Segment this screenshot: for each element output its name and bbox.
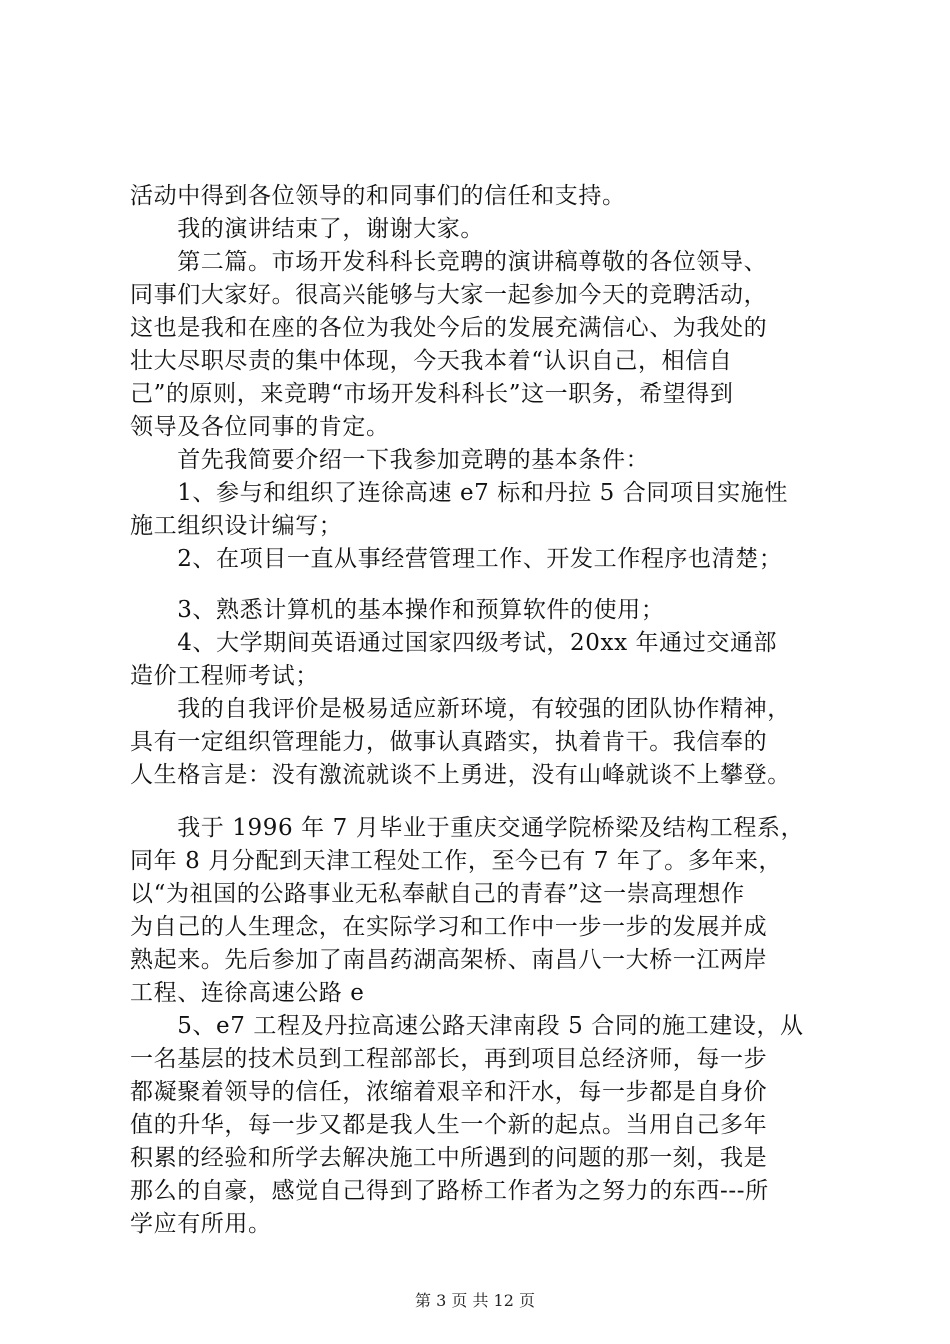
body-text-line: 3、熟悉计算机的基本操作和预算软件的使用； [130,597,665,623]
body-text-line: 我的自我评价是极易适应新环境，有较强的团队协作精神， [130,696,791,722]
body-text-line: 工程、连徐高速公路 e [130,980,365,1006]
body-text-line: 我的演讲结束了，谢谢大家。 [130,216,484,242]
page-number-footer: 第 3 页 共 12 页 [415,1291,535,1310]
body-text-line: 2、在项目一直从事经营管理工作、开发工作程序也清楚； [130,546,783,572]
body-text-line: 领导及各位同事的肯定。 [130,414,390,440]
body-text-line: 5、e7 工程及丹拉高速公路天津南段 5 合同的施工建设，从 [130,1013,804,1039]
body-text-line: 以“为祖国的公路事业无私奉献自己的青春”这一崇高理想作 [130,881,745,907]
body-text-line: 我于 1996 年 7 月毕业于重庆交通学院桥梁及结构工程系， [130,815,805,841]
body-text-line: 一名基层的技术员到工程部部长，再到项目总经济师，每一步 [130,1046,768,1072]
body-text-line: 活动中得到各位领导的和同事们的信任和支持。 [130,183,626,209]
body-text-line: 为自己的人生理念，在实际学习和工作中一步一步的发展并成 [130,914,768,940]
body-text-line: 值的升华，每一步又都是我人生一个新的起点。当用自己多年 [130,1112,768,1138]
body-text-line: 己”的原则，来竞聘“市场开发科科长”这一职务，希望得到 [130,381,734,407]
body-text-line: 同事们大家好。很高兴能够与大家一起参加今天的竞聘活动， [130,282,768,308]
body-text-line: 这也是我和在座的各位为我处今后的发展充满信心、为我处的 [130,315,768,341]
body-text-line: 壮大尽职尽责的集中体现，今天我本着“认识自己，相信自 [130,348,733,374]
body-text-line: 都凝聚着领导的信任，浓缩着艰辛和汗水，每一步都是自身价 [130,1079,768,1105]
body-text-line: 熟起来。先后参加了南昌药湖高架桥、南昌八一大桥一江两岸 [130,947,768,973]
body-text-line: 施工组织设计编写； [130,513,343,539]
body-text-line: 首先我简要介绍一下我参加竞聘的基本条件： [130,447,650,473]
body-text-line: 那么的自豪，感觉自己得到了路桥工作者为之努力的东西---所 [130,1178,769,1204]
body-text-line: 具有一定组织管理能力，做事认真踏实，执着肯干。我信奉的 [130,729,768,755]
body-text-line: 造价工程师考试； [130,663,319,689]
body-text-line: 4、大学期间英语通过国家四级考试，20xx 年通过交通部 [130,630,778,656]
body-text-line: 积累的经验和所学去解决施工中所遇到的问题的那一刻，我是 [130,1145,768,1171]
body-text-line: 人生格言是：没有激流就谈不上勇进，没有山峰就谈不上攀登。 [130,762,791,788]
body-text-line: 学应有所用。 [130,1211,272,1237]
body-text-line: 第二篇。市场开发科科长竞聘的演讲稿尊敬的各位领导、 [130,249,768,275]
body-text-line: 同年 8 月分配到天津工程处工作，至今已有 7 年了。多年来， [130,848,783,874]
body-text-line: 1、参与和组织了连徐高速 e7 标和丹拉 5 合同项目实施性 [130,480,788,506]
